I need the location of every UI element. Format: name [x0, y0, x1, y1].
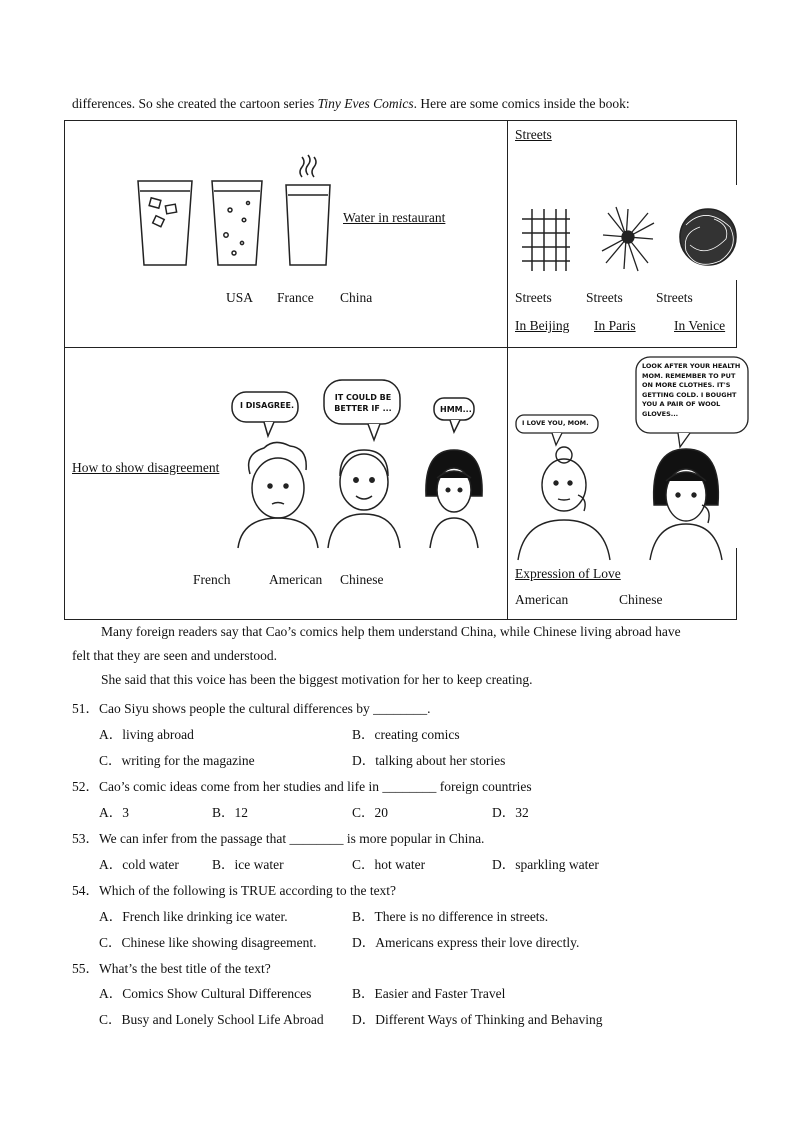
water-glasses-illustration — [130, 155, 330, 265]
question-53-option-a: A．cold water — [99, 857, 179, 872]
tangled-streets-icon — [680, 209, 736, 265]
question-51-stem: 51．Cao Siyu shows people the cultural differences by ________. — [72, 701, 431, 716]
intro-line — [72, 96, 630, 112]
disagreement-label-american: American — [269, 572, 323, 587]
question-54-option-b: B．There is no difference in streets. — [352, 909, 549, 924]
streets-label-3: Streets — [656, 290, 693, 305]
person-french — [238, 442, 318, 548]
streets-illustration — [518, 205, 738, 275]
disagreement-label-chinese: Chinese — [340, 572, 384, 587]
question-55-option-a: A．Comics Show Cultural Differences — [99, 986, 312, 1001]
streets-place-paris: In Paris — [594, 318, 636, 333]
question-54-stem: 54．Which of the following is TRUE according to the text? — [72, 883, 397, 898]
bubble-chinese-text: HMM... — [440, 405, 472, 414]
question-52-option-b: B．12 — [212, 805, 249, 820]
question-55-stem: 55．What’s the best title of the text? — [72, 961, 271, 976]
series-title: Tiny Eves Comics — [317, 96, 414, 111]
passage-paragraph-2: She said that this voice has been the biggest motivation for her to keep creating. — [101, 672, 533, 687]
person-american — [328, 450, 400, 548]
question-54-option-d: D．Americans express their love directly. — [352, 935, 580, 950]
question-52-stem: 52．Cao’s comic ideas come from her studies and life in ________ foreign countries — [72, 779, 532, 794]
question-51-option-a: A．living abroad — [99, 727, 194, 742]
intro-after: . Here are some comics inside the book: — [413, 96, 630, 111]
water-label-france: France — [277, 290, 314, 305]
intro-before: differences. So she created the cartoon series — [72, 96, 318, 111]
streets-panel-title: Streets — [515, 127, 552, 142]
disagreement-panel-title: How to show disagreement — [72, 460, 220, 475]
question-51-option-d: D．talking about her stories — [352, 753, 506, 768]
glass-sparkling-water — [212, 181, 262, 265]
passage-paragraph-1b: felt that they are seen and understood. — [72, 648, 278, 663]
disagreement-label-french: French — [193, 572, 231, 587]
streets-place-venice: In Venice — [674, 318, 726, 333]
love-label-chinese: Chinese — [619, 592, 663, 607]
person-chinese — [426, 450, 482, 548]
love-panel-title: Expression of Love — [515, 566, 621, 581]
question-51-option-b: B．creating comics — [352, 727, 460, 742]
bubble-american-love-text: I LOVE YOU, MOM. — [522, 419, 589, 427]
water-label-usa: USA — [226, 290, 254, 305]
question-54-option-c: C．Chinese like showing disagreement. — [99, 935, 317, 950]
streets-label-1: Streets — [515, 290, 552, 305]
question-55-option-b: B．Easier and Faster Travel — [352, 986, 506, 1001]
streets-place-beijing: In Beijing — [515, 318, 570, 333]
question-51-option-c: C．writing for the magazine — [99, 753, 255, 768]
bubble-french-text: I DISAGREE. — [240, 401, 295, 410]
grid-streets-icon — [522, 209, 570, 271]
water-label-china: China — [340, 290, 373, 305]
bubble-chinese-love-text: LOOK AFTER YOUR HEALTH MOM. REMEMBER TO PUT ON MORE CLOTHES. IT'S GETTING COLD. I BOUGHT YOU A PAIR OF WOOL GLOVES... — [642, 362, 741, 418]
question-52-option-a: A．3 — [99, 805, 129, 820]
question-53-option-b: B．ice water — [212, 857, 284, 872]
question-53-stem: 53．We can infer from the passage that ________ is more popular in China. — [72, 831, 485, 846]
passage-paragraph-1a: Many foreign readers say that Cao’s comics help them understand China, while Chinese living abroad have — [101, 624, 681, 639]
question-53-option-c: C．hot water — [352, 857, 426, 872]
person-chinese-child — [650, 449, 722, 560]
question-52-option-d: D．32 — [492, 805, 529, 820]
streets-label-2: Streets — [586, 290, 623, 305]
love-label-american: American — [515, 592, 569, 607]
question-55-option-d: D．Different Ways of Thinking and Behaving — [352, 1012, 603, 1027]
question-53-option-d: D．sparkling water — [492, 857, 599, 872]
radial-streets-icon — [602, 207, 654, 271]
water-panel-title: Water in restaurant — [343, 210, 446, 225]
question-54-option-a: A．French like drinking ice water. — [99, 909, 288, 924]
question-52-option-c: C．20 — [352, 805, 389, 820]
glass-hot-water — [286, 155, 330, 265]
glass-ice-water — [138, 181, 192, 265]
person-american-mom — [518, 447, 610, 560]
bubble-american-text: IT COULD BE BETTER IF ... — [334, 393, 392, 413]
question-55-option-c: C．Busy and Lonely School Life Abroad — [99, 1012, 324, 1027]
